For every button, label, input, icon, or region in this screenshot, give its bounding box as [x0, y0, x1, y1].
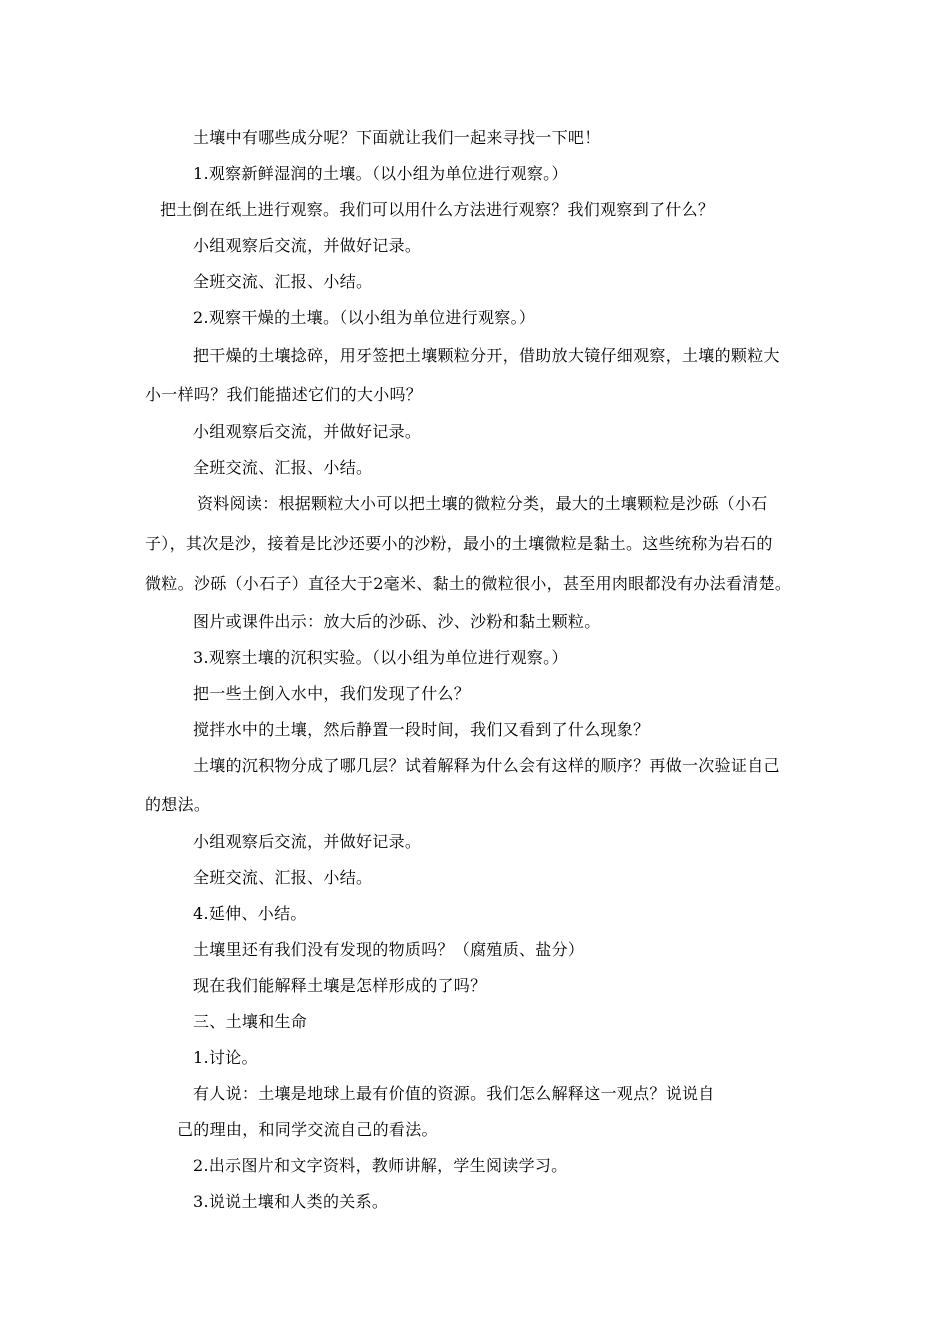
paragraph-line: 全班交流、汇报、小结。	[193, 868, 373, 887]
paragraph-line: 土壤的沉积物分成了哪几层？试着解释为什么会有这样的顺序？再做一次验证自己	[193, 756, 780, 775]
paragraph-line: 2.出示图片和文字资料，教师讲解，学生阅读学习。	[193, 1156, 568, 1175]
paragraph-line: 把干燥的土壤捻碎，用牙签把土壤颗粒分开，借助放大镜仔细观察，土壤的颗粒大	[193, 346, 780, 365]
paragraph-line: 小组观察后交流，并做好记录。	[193, 236, 422, 255]
paragraph-line: 有人说：土壤是地球上最有价值的资源。我们怎么解释这一观点？说说自	[193, 1084, 715, 1103]
paragraph-line: 2.观察干燥的土壤。（以小组为单位进行观察。）	[193, 308, 536, 327]
paragraph-line: 资料阅读：根据颗粒大小可以把土壤的微粒分类，最大的土壤颗粒是沙砾（小石	[197, 494, 768, 513]
paragraph-line: 小组观察后交流，并做好记录。	[193, 832, 422, 851]
paragraph-line: 4.延伸、小结。	[193, 904, 307, 923]
paragraph-line: 1.观察新鲜湿润的土壤。（以小组为单位进行观察。）	[193, 164, 568, 183]
paragraph-line: 1.讨论。	[193, 1048, 258, 1067]
paragraph-line: 的想法。	[145, 795, 211, 814]
paragraph-line: 小一样吗？我们能描述它们的大小吗？	[145, 385, 423, 404]
paragraph-line: 3.观察土壤的沉积实验。（以小组为单位进行观察。）	[193, 648, 568, 667]
paragraph-line: 把土倒在纸上进行观察。我们可以用什么方法进行观察？我们观察到了什么？	[160, 200, 715, 219]
paragraph-line: 己的理由，和同学交流自己的看法。	[177, 1120, 438, 1139]
paragraph-line: 3.说说土壤和人类的关系。	[193, 1192, 389, 1211]
paragraph-line: 土壤里还有我们没有发现的物质吗？（腐殖质、盐分）	[193, 940, 585, 959]
paragraph-line: 全班交流、汇报、小结。	[193, 272, 373, 291]
paragraph-line: 把一些土倒入水中，我们发现了什么？	[193, 684, 471, 703]
paragraph-line: 微粒。沙砾（小石子）直径大于2毫米、黏土的微粒很小，甚至用肉眼都没有办法看清楚。	[145, 574, 792, 593]
paragraph-line: 土壤中有哪些成分呢？下面就让我们一起来寻找一下吧！	[193, 128, 601, 147]
paragraph-line: 全班交流、汇报、小结。	[193, 458, 373, 477]
paragraph-line: 子），其次是沙，接着是比沙还要小的沙粉，最小的土壤微粒是黏土。这些统称为岩石的	[145, 534, 773, 553]
paragraph-line: 小组观察后交流，并做好记录。	[193, 422, 422, 441]
paragraph-line: 现在我们能解释土壤是怎样形成的了吗？	[193, 976, 487, 995]
section-heading: 三、土壤和生命	[193, 1012, 308, 1031]
paragraph-line: 搅拌水中的土壤，然后静置一段时间，我们又看到了什么现象？	[193, 720, 650, 739]
paragraph-line: 图片或课件出示：放大后的沙砾、沙、沙粉和黏土颗粒。	[193, 612, 601, 631]
